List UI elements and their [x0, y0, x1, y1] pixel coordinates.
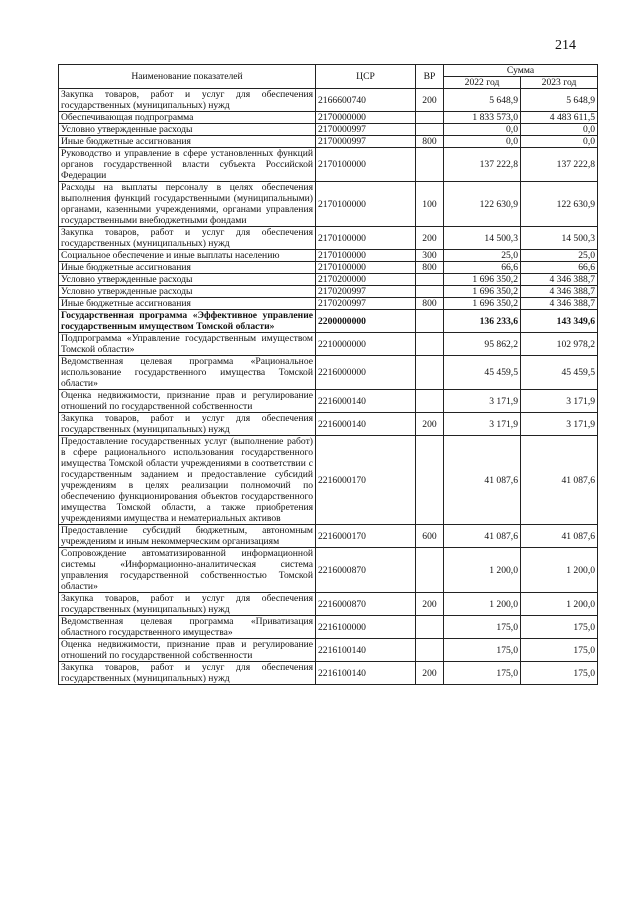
row-name: Закупка товаров, работ и услуг для обеспечения государственных (муниципальных) нужд: [59, 413, 316, 436]
row-amount-2022: 14 500,3: [444, 227, 521, 250]
row-csr: 2216100140: [316, 639, 416, 662]
row-amount-2022: 0,0: [444, 136, 521, 148]
row-name: Оценка недвижимости, признание прав и регулирование отношений по государственной собственности: [59, 639, 316, 662]
table-row: [59, 136, 598, 148]
table-row: [59, 286, 598, 298]
table-row: [59, 639, 598, 662]
table-row: [59, 413, 598, 436]
row-amount-2023: 41 087,6: [521, 525, 598, 548]
row-amount-2023: 175,0: [521, 639, 598, 662]
row-amount-2023: 1 200,0: [521, 548, 598, 593]
row-amount-2022: 25,0: [444, 250, 521, 262]
header-vr: ВР: [416, 65, 444, 89]
row-amount-2022: 3 171,9: [444, 390, 521, 413]
row-csr: 2200000000: [316, 310, 416, 333]
table-body: [59, 89, 598, 685]
row-amount-2023: 41 087,6: [521, 436, 598, 525]
table-row: [59, 112, 598, 124]
row-csr: 2216000140: [316, 390, 416, 413]
row-name: Условно утвержденные расходы: [59, 274, 316, 286]
row-name: Закупка товаров, работ и услуг для обеспечения государственных (муниципальных) нужд: [59, 227, 316, 250]
row-vr: 800: [416, 136, 444, 148]
row-vr: [416, 310, 444, 333]
header-sum: Сумма: [444, 65, 598, 77]
row-vr: [416, 112, 444, 124]
row-amount-2022: 175,0: [444, 639, 521, 662]
row-vr: [416, 390, 444, 413]
row-vr: [416, 436, 444, 525]
row-name: Ведомственная целевая программа «Приватизация областного государственного имущества»: [59, 616, 316, 639]
table-row: [59, 148, 598, 182]
table-row: [59, 250, 598, 262]
row-amount-2022: 1 200,0: [444, 548, 521, 593]
row-amount-2022: 66,6: [444, 262, 521, 274]
row-csr: 2216100140: [316, 662, 416, 685]
row-csr: 2216100000: [316, 616, 416, 639]
table-row: [59, 593, 598, 616]
row-csr: 2170100000: [316, 182, 416, 227]
row-amount-2023: 0,0: [521, 124, 598, 136]
row-name: Ведомственная целевая программа «Рациональное использование государственного имущества Томской области»: [59, 356, 316, 390]
row-amount-2023: 1 200,0: [521, 593, 598, 616]
row-amount-2022: 175,0: [444, 616, 521, 639]
row-vr: [416, 148, 444, 182]
table-row: [59, 356, 598, 390]
row-csr: 2170000000: [316, 112, 416, 124]
row-name: Закупка товаров, работ и услуг для обеспечения государственных (муниципальных) нужд: [59, 662, 316, 685]
row-csr: 2216000000: [316, 356, 416, 390]
row-csr: 2170200997: [316, 298, 416, 310]
table-row: [59, 548, 598, 593]
row-vr: 200: [416, 593, 444, 616]
table-row: [59, 262, 598, 274]
row-amount-2022: 137 222,8: [444, 148, 521, 182]
table-row: [59, 662, 598, 685]
row-amount-2022: 0,0: [444, 124, 521, 136]
row-amount-2023: 175,0: [521, 662, 598, 685]
row-vr: [416, 333, 444, 356]
row-vr: 800: [416, 298, 444, 310]
row-vr: [416, 639, 444, 662]
table-row: [59, 436, 598, 525]
row-vr: [416, 548, 444, 593]
row-vr: 200: [416, 227, 444, 250]
row-amount-2023: 4 346 388,7: [521, 298, 598, 310]
row-amount-2022: 1 696 350,2: [444, 286, 521, 298]
row-vr: [416, 124, 444, 136]
row-amount-2023: 4 483 611,5: [521, 112, 598, 124]
row-vr: 200: [416, 89, 444, 112]
row-name: Условно утвержденные расходы: [59, 124, 316, 136]
row-csr: 2216000870: [316, 548, 416, 593]
row-amount-2023: 122 630,9: [521, 182, 598, 227]
header-year-2023: 2023 год: [521, 77, 598, 89]
header-year-2022: 2022 год: [444, 77, 521, 89]
row-amount-2023: 3 171,9: [521, 390, 598, 413]
row-csr: 2170200997: [316, 286, 416, 298]
row-amount-2023: 4 346 388,7: [521, 286, 598, 298]
row-csr: 2216000140: [316, 413, 416, 436]
row-amount-2023: 175,0: [521, 616, 598, 639]
row-amount-2022: 5 648,9: [444, 89, 521, 112]
row-name: Закупка товаров, работ и услуг для обеспечения государственных (муниципальных) нужд: [59, 89, 316, 112]
row-name: Руководство и управление в сфере установленных функций органов государственной власти субъекта Российской Федерации: [59, 148, 316, 182]
row-amount-2023: 0,0: [521, 136, 598, 148]
row-csr: 2210000000: [316, 333, 416, 356]
table-row: [59, 310, 598, 333]
row-vr: 100: [416, 182, 444, 227]
row-csr: 2216000870: [316, 593, 416, 616]
row-amount-2023: 25,0: [521, 250, 598, 262]
row-name: Закупка товаров, работ и услуг для обеспечения государственных (муниципальных) нужд: [59, 593, 316, 616]
row-vr: [416, 356, 444, 390]
header-name: Наименование показателей: [59, 65, 316, 89]
row-name: Предоставление субсидий бюджетным, автономным учреждениям и иным некоммерческим организациям: [59, 525, 316, 548]
row-vr: [416, 274, 444, 286]
header-csr: ЦСР: [316, 65, 416, 89]
table-row: [59, 227, 598, 250]
row-csr: 2170200000: [316, 274, 416, 286]
row-name: Иные бюджетные ассигнования: [59, 262, 316, 274]
table-row: [59, 124, 598, 136]
row-amount-2022: 1 833 573,0: [444, 112, 521, 124]
row-name: Оценка недвижимости, признание прав и регулирование отношений по государственной собственности: [59, 390, 316, 413]
row-name: Государственная программа «Эффективное управление государственным имуществом Томской области»: [59, 310, 316, 333]
table-row: [59, 616, 598, 639]
row-csr: 2170100000: [316, 250, 416, 262]
row-csr: 2166600740: [316, 89, 416, 112]
row-amount-2022: 175,0: [444, 662, 521, 685]
row-csr: 2216000170: [316, 525, 416, 548]
table-row: [59, 274, 598, 286]
row-csr: 2170000997: [316, 136, 416, 148]
row-amount-2023: 14 500,3: [521, 227, 598, 250]
row-name: Иные бюджетные ассигнования: [59, 136, 316, 148]
row-name: Иные бюджетные ассигнования: [59, 298, 316, 310]
row-csr: 2170100000: [316, 148, 416, 182]
table-row: [59, 298, 598, 310]
row-amount-2022: 136 233,6: [444, 310, 521, 333]
table-header: [59, 65, 598, 89]
row-name: Подпрограмма «Управление государственным имуществом Томской области»: [59, 333, 316, 356]
row-vr: 600: [416, 525, 444, 548]
row-amount-2022: 95 862,2: [444, 333, 521, 356]
row-name: Социальное обеспечение и иные выплаты населению: [59, 250, 316, 262]
row-csr: 2170100000: [316, 227, 416, 250]
row-name: Расходы на выплаты персоналу в целях обеспечения выполнения функций государственными (муниципальными) органами, казенными учреждениями, органами управления государственными внебюджетными фондами: [59, 182, 316, 227]
row-vr: 200: [416, 662, 444, 685]
row-amount-2023: 143 349,6: [521, 310, 598, 333]
row-name: Сопровождение автоматизированной информационной системы «Информационно-аналитическая система управления государственной собственностью Томской области»: [59, 548, 316, 593]
row-amount-2023: 3 171,9: [521, 413, 598, 436]
table-row: [59, 182, 598, 227]
row-name: Условно утвержденные расходы: [59, 286, 316, 298]
row-csr: 2216000170: [316, 436, 416, 525]
row-amount-2023: 102 978,2: [521, 333, 598, 356]
row-amount-2022: 1 696 350,2: [444, 298, 521, 310]
row-vr: 800: [416, 262, 444, 274]
row-amount-2022: 41 087,6: [444, 525, 521, 548]
table-row: [59, 525, 598, 548]
page-number: 214: [555, 38, 576, 53]
row-amount-2023: 66,6: [521, 262, 598, 274]
table-row: [59, 390, 598, 413]
row-vr: [416, 286, 444, 298]
row-amount-2022: 41 087,6: [444, 436, 521, 525]
row-amount-2023: 4 346 388,7: [521, 274, 598, 286]
row-name: Предоставление государственных услуг (выполнение работ) в сфере рационального использования государственного имущества Томской области учреждениями в соответствии с государственным заданием и предоставление субсидий учреждениям в целях реализации полномочий по обеспечению функционирования объектов государственного имущества Томской области, а также приобретения учреждениями имущества и нематериальных активов: [59, 436, 316, 525]
row-amount-2022: 3 171,9: [444, 413, 521, 436]
row-vr: 200: [416, 413, 444, 436]
row-amount-2023: 137 222,8: [521, 148, 598, 182]
row-amount-2022: 1 200,0: [444, 593, 521, 616]
budget-table: [58, 64, 598, 685]
row-amount-2022: 122 630,9: [444, 182, 521, 227]
row-amount-2022: 1 696 350,2: [444, 274, 521, 286]
table-row: [59, 89, 598, 112]
row-amount-2022: 45 459,5: [444, 356, 521, 390]
row-name: Обеспечивающая подпрограмма: [59, 112, 316, 124]
row-vr: 300: [416, 250, 444, 262]
row-vr: [416, 616, 444, 639]
table-row: [59, 333, 598, 356]
row-amount-2023: 5 648,9: [521, 89, 598, 112]
row-csr: 2170000997: [316, 124, 416, 136]
row-csr: 2170100000: [316, 262, 416, 274]
row-amount-2023: 45 459,5: [521, 356, 598, 390]
